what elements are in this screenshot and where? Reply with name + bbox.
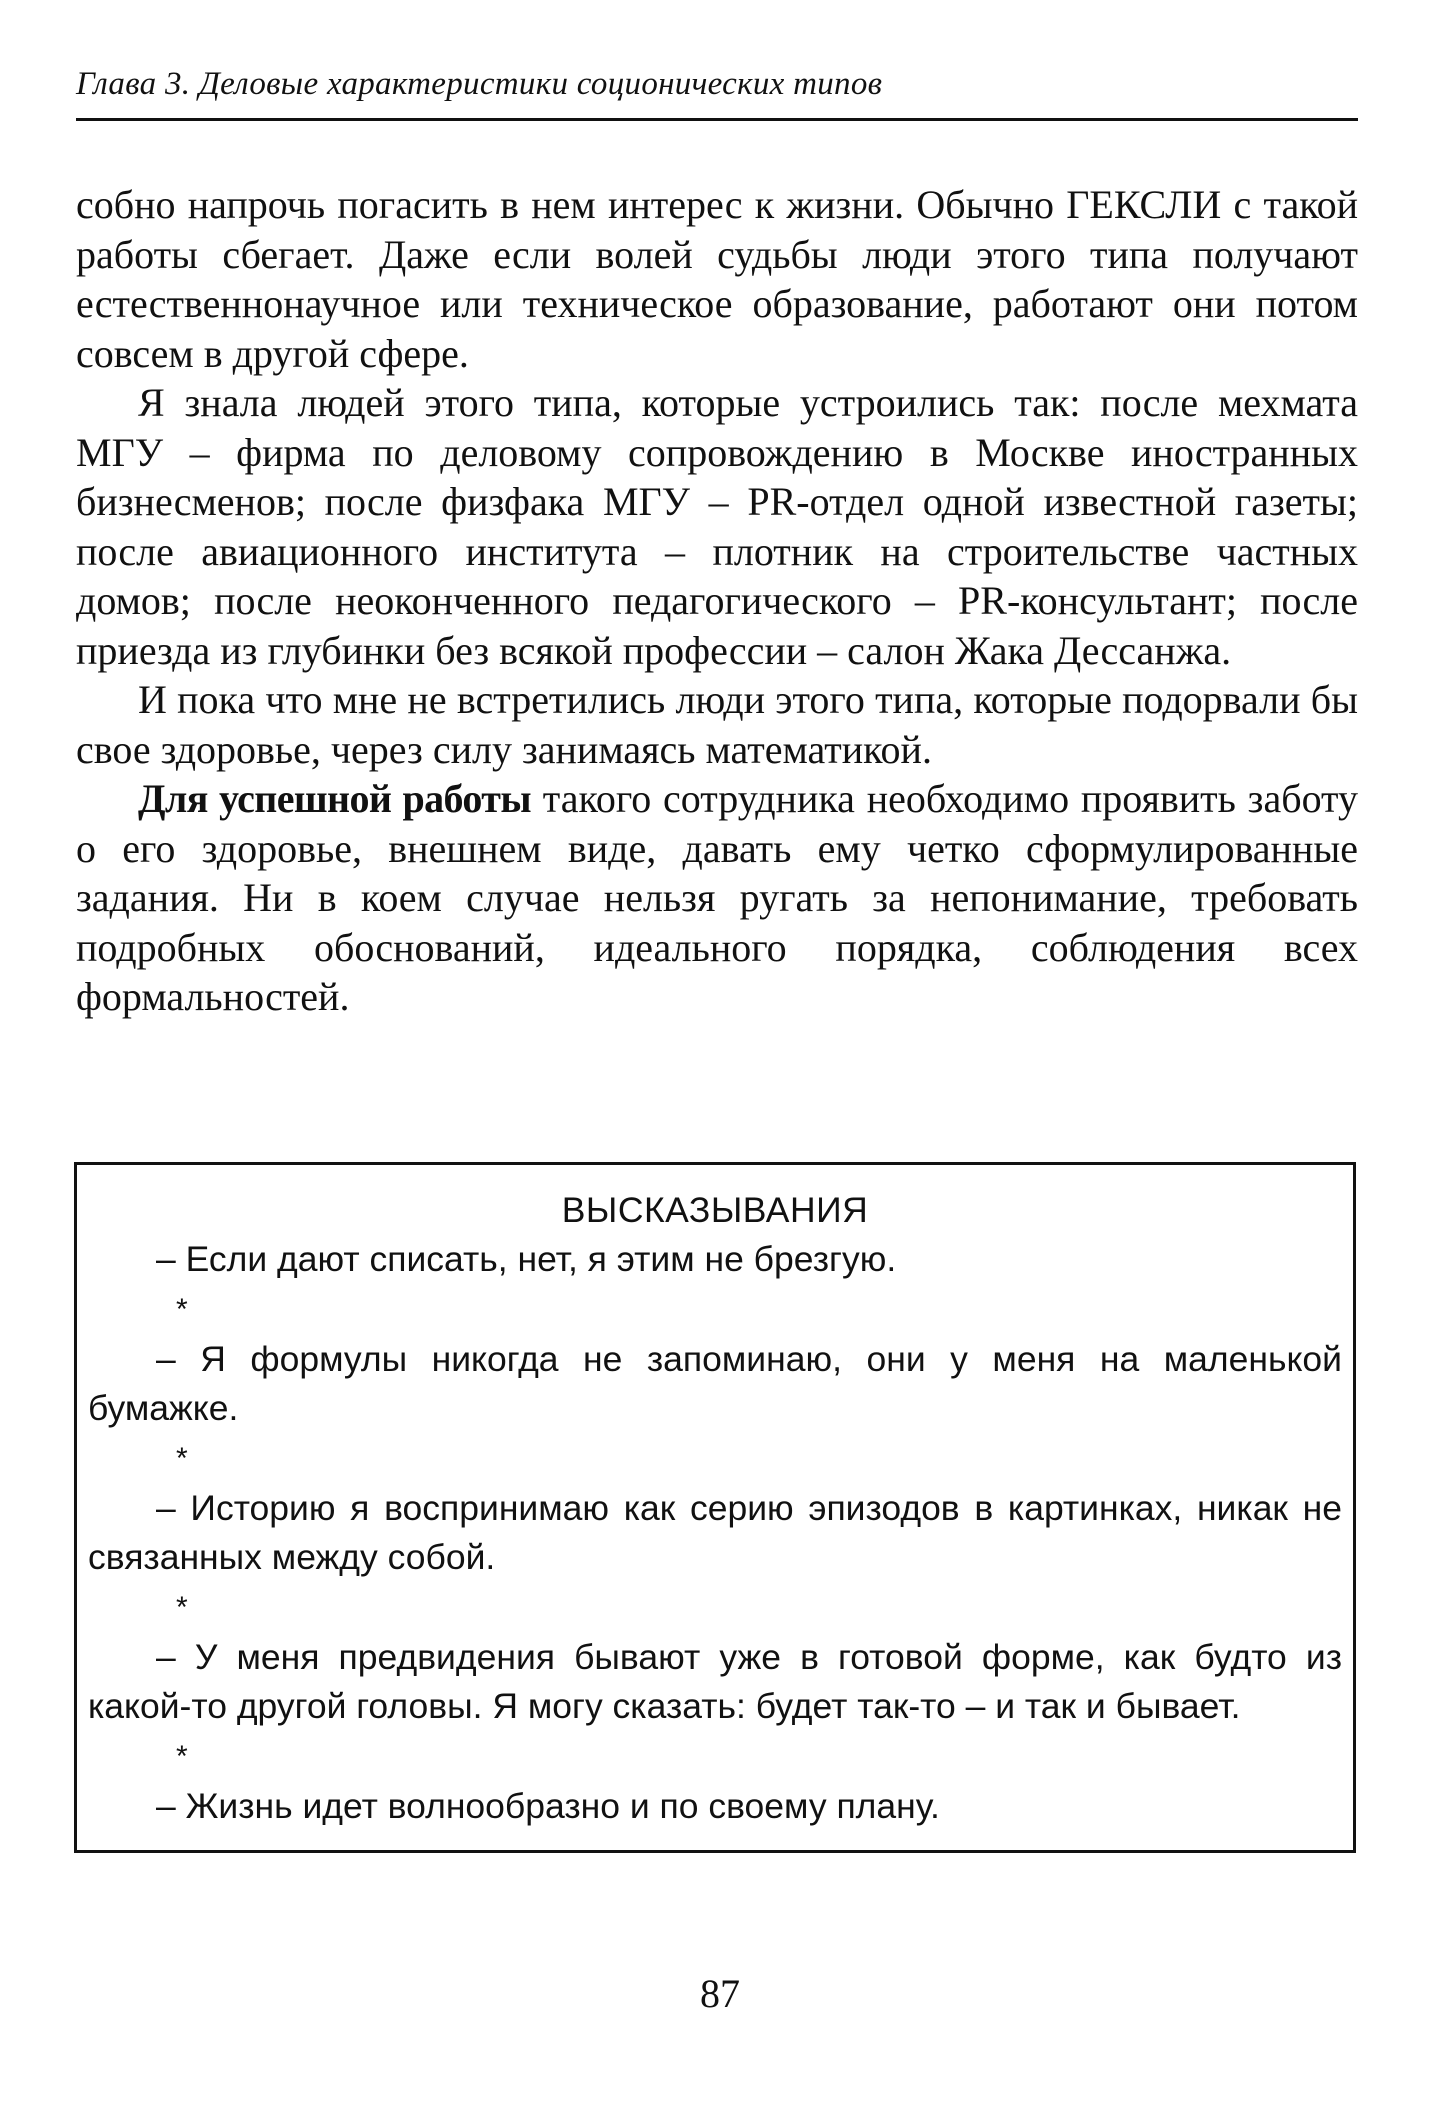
quotes-title: ВЫСКАЗЫВАНИЯ — [561, 1190, 869, 1230]
quote-item: – Жизнь идет волнообразно и по своему плану. — [156, 1786, 940, 1826]
paragraph-4-text: такого сотрудника необходимо проявить заботу о его здоровье, внешнем виде, давать ему четко сформулированные задания. Ни в коем случае нельзя ругать за непонимание, требовать подробных обоснований, идеального порядка, соблюдения всех формальностей. — [76, 776, 1358, 1019]
quote-separator: * — [176, 1293, 188, 1326]
quote-separator: * — [176, 1442, 188, 1475]
paragraph-1: собно напрочь погасить в нем интерес к жизни. Обычно ГЕКСЛИ с такой работы сбегает. Даже если волей судьбы люди этого типа получают естественнонаучное или техническое образование, работают они потом совсем в другой сфере. — [76, 182, 1358, 376]
paragraph-4 — [76, 774, 1358, 1022]
paragraph-3: И пока что мне не встретились люди этого типа, которые подорвали бы свое здоровье, через силу занимаясь математикой. — [76, 677, 1358, 772]
quote-item: – У меня предвидения бывают уже в готовой форме, как будто из какой-то другой головы. Я могу сказать: будет так-то – и так и бывает. — [88, 1637, 1342, 1726]
paragraph-2: Я знала людей этого типа, которые устроились так: после мехмата МГУ – фирма по деловому сопровождению в Москве иностранных бизнесменов; после физфака МГУ – PR-отдел одной известной газеты; после авиационного института – плотник на строительстве частных домов; после неоконченного педагогического – PR-консультант; после приезда из глубинки без всякой профессии – салон Жака Дессанжа. — [76, 380, 1358, 673]
quote-item: – Историю я воспринимаю как серию эпизодов в картинках, никак не связанных между собой. — [88, 1488, 1342, 1577]
quote-item: – Если дают списать, нет, я этим не брезгую. — [156, 1239, 897, 1279]
body-text — [76, 180, 1358, 1022]
quote-separator: * — [176, 1591, 188, 1624]
header-divider — [76, 118, 1358, 121]
paragraph-4-lead: Для успешной работы — [138, 776, 531, 821]
page-number: 87 — [700, 1971, 740, 2016]
running-head: Глава 3. Деловые характеристики соционических типов — [76, 66, 883, 102]
quote-separator: * — [176, 1740, 188, 1773]
quote-item: – Я формулы никогда не запоминаю, они у меня на маленькой бумажке. — [88, 1339, 1342, 1428]
quotes-box — [74, 1162, 1356, 1831]
